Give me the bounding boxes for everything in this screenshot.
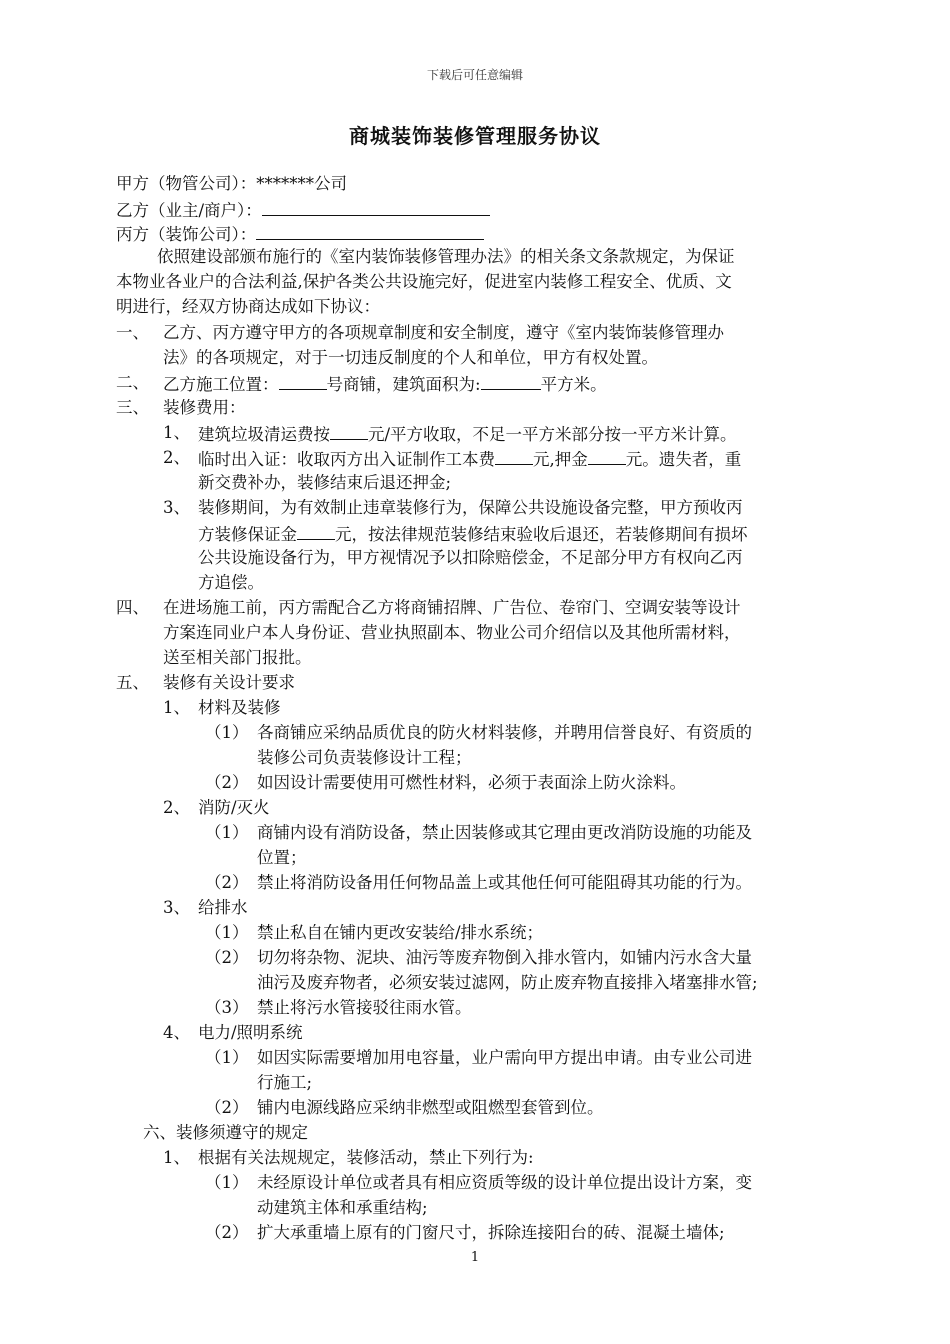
party-c-label: 丙方（装饰公司）： — [116, 225, 257, 244]
section-number: 二、 — [116, 373, 149, 392]
subitem-number: （2） — [205, 1098, 249, 1117]
section-title: 装修费用： — [163, 398, 246, 417]
subitem-text: 禁止将消防设备用任何物品盖上或其他任何可能阻碍其功能的行为。 — [257, 873, 752, 892]
subitem-text: 如因实际需要增加用电容量，业户需向甲方提出申请。由专业公司进 — [257, 1048, 752, 1067]
section-text: 乙方、丙方遵守甲方的各项规章制度和安全制度，遵守《室内装饰装修管理办 — [163, 323, 724, 342]
subitem-number: （1） — [205, 1048, 249, 1067]
subitem-text: 切勿将杂物、泥块、油污等废弃物倒入排水管内，如铺内污水含大量 — [257, 948, 752, 967]
intro-line: 本物业各业户的合法利益,保护各类公共设施完好，促进室内装修工程安全、优质、文 — [116, 272, 732, 291]
intro-line: 依照建设部颁布施行的《室内装饰装修管理办法》的相关条文条款规定，为保证 — [157, 247, 735, 266]
page-header: 下载后可任意编辑 — [426, 68, 523, 82]
party-b-blank — [262, 197, 490, 216]
fill-blank — [297, 521, 335, 540]
subitem-text: 行施工; — [257, 1073, 313, 1092]
subitem-text: 铺内电源线路应采纳非燃型或阻燃型套管到位。 — [257, 1098, 604, 1117]
subitem-text: 位置； — [257, 848, 307, 867]
item-text: 装修期间，为有效制止违章装修行为，保障公共设施设备完整，甲方预收丙 — [198, 498, 743, 517]
party-b-line — [116, 197, 490, 223]
item-text: 方追偿。 — [198, 573, 264, 592]
intro-line: 明进行，经双方协商达成如下协议： — [116, 297, 380, 316]
subitem-text: 未经原设计单位或者具有相应资质等级的设计单位提出设计方案，变 — [257, 1173, 752, 1192]
item-text-part: 元，按法律规范装修结束验收后退还，若装修期间有损坏 — [335, 525, 748, 544]
subitem-number: （1） — [205, 923, 249, 942]
item-text-part: 建筑垃圾清运费按 — [198, 425, 330, 444]
subitem-number: （2） — [205, 873, 249, 892]
section-title: 六、装修须遵守的规定 — [143, 1123, 308, 1142]
page-number: 1 — [470, 1250, 480, 1265]
party-b-label: 乙方（业主/商户）： — [116, 201, 262, 220]
item-number: 4、 — [163, 1023, 190, 1042]
subitem-text: 动建筑主体和承重结构; — [257, 1198, 428, 1217]
fill-blank — [588, 446, 626, 465]
section-number: 四、 — [116, 598, 149, 617]
fill-blank — [330, 421, 368, 440]
subitem-text: 商铺内设有消防设备，禁止因装修或其它理由更改消防设施的功能及 — [257, 823, 752, 842]
subitem-text: 禁止将污水管接驳往雨水管。 — [257, 998, 472, 1017]
item-text — [198, 421, 737, 447]
section-text — [163, 371, 607, 397]
section-title: 装修有关设计要求 — [163, 673, 295, 692]
subitem-text: 油污及废弃物者，必须安装过滤网，防止废弃物直接排入堵塞排水管; — [257, 973, 758, 992]
subitem-text: 禁止私自在铺内更改安装给/排水系统； — [257, 923, 544, 942]
section-number: 五、 — [116, 673, 149, 692]
section-text: 法》的各项规定，对于一切违反制度的个人和单位，甲方有权处置。 — [163, 348, 658, 367]
item-title: 电力/照明系统 — [198, 1023, 303, 1042]
fill-blank — [495, 446, 533, 465]
item-text-part: 临时出入证：收取丙方出入证制作工本费 — [198, 450, 495, 469]
item-number: 3、 — [163, 898, 190, 917]
subitem-number: （1） — [205, 723, 249, 742]
item-text-part: 元,押金 — [533, 450, 588, 469]
subitem-number: （3） — [205, 998, 249, 1017]
subitem-text: 如因设计需要使用可燃性材料，必须于表面涂上防火涂料。 — [257, 773, 686, 792]
document-title: 商城装饰装修管理服务协议 — [349, 124, 601, 148]
item-text-part: 元/平方收取，不足一平方米部分按一平方米计算。 — [368, 425, 737, 444]
item-number: 1、 — [163, 698, 190, 717]
item-text-part: 方装修保证金 — [198, 525, 297, 544]
item-number: 2、 — [163, 448, 190, 467]
fill-blank — [279, 371, 327, 390]
subitem-text: 装修公司负责装修设计工程； — [257, 748, 472, 767]
item-number: 1、 — [163, 423, 190, 442]
item-title: 给排水 — [198, 898, 248, 917]
item-text: 新交费补办，装修结束后退还押金; — [198, 473, 452, 492]
party-c-line — [116, 221, 484, 247]
subitem-number: （1） — [205, 823, 249, 842]
item-text — [198, 446, 741, 472]
subitem-text: 扩大承重墙上原有的门窗尺寸，拆除连接阳台的砖、混凝土墙体; — [257, 1223, 725, 1242]
subitem-text: 各商铺应采纳品质优良的防火材料装修，并聘用信誉良好、有资质的 — [257, 723, 752, 742]
section-text-part: 乙方施工位置： — [163, 375, 279, 394]
item-title: 消防/灭火 — [198, 798, 270, 817]
subitem-number: （1） — [205, 1173, 249, 1192]
item-number: 2、 — [163, 798, 190, 817]
section-text-part: 号商铺，建筑面积为: — [326, 375, 481, 394]
section-text: 在进场施工前，丙方需配合乙方将商铺招牌、广告位、卷帘门、空调安装等设计 — [163, 598, 741, 617]
item-text: 公共设施设备行为，甲方视情况予以扣除赔偿金，不足部分甲方有权向乙丙 — [198, 548, 743, 567]
party-c-blank — [256, 221, 484, 240]
section-number: 三、 — [116, 398, 149, 417]
subitem-number: （2） — [205, 773, 249, 792]
section-text-part: 平方米。 — [540, 375, 607, 394]
item-number: 3、 — [163, 498, 190, 517]
subitem-number: （2） — [205, 1223, 249, 1242]
section-text: 送至相关部门报批。 — [163, 648, 312, 667]
item-text — [198, 521, 748, 547]
fill-blank — [481, 371, 541, 390]
item-number: 1、 — [163, 1148, 190, 1167]
subitem-number: （2） — [205, 948, 249, 967]
item-text-part: 元。遗失者，重 — [625, 450, 742, 469]
section-number: 一、 — [116, 323, 149, 342]
item-title: 材料及装修 — [198, 698, 281, 717]
party-a-line: 甲方（物管公司）：*******公司 — [116, 174, 347, 193]
section-text: 方案连同业户本人身份证、营业执照副本、物业公司介绍信以及其他所需材料， — [163, 623, 741, 642]
item-text: 根据有关法规规定，装修活动，禁止下列行为: — [198, 1148, 534, 1167]
